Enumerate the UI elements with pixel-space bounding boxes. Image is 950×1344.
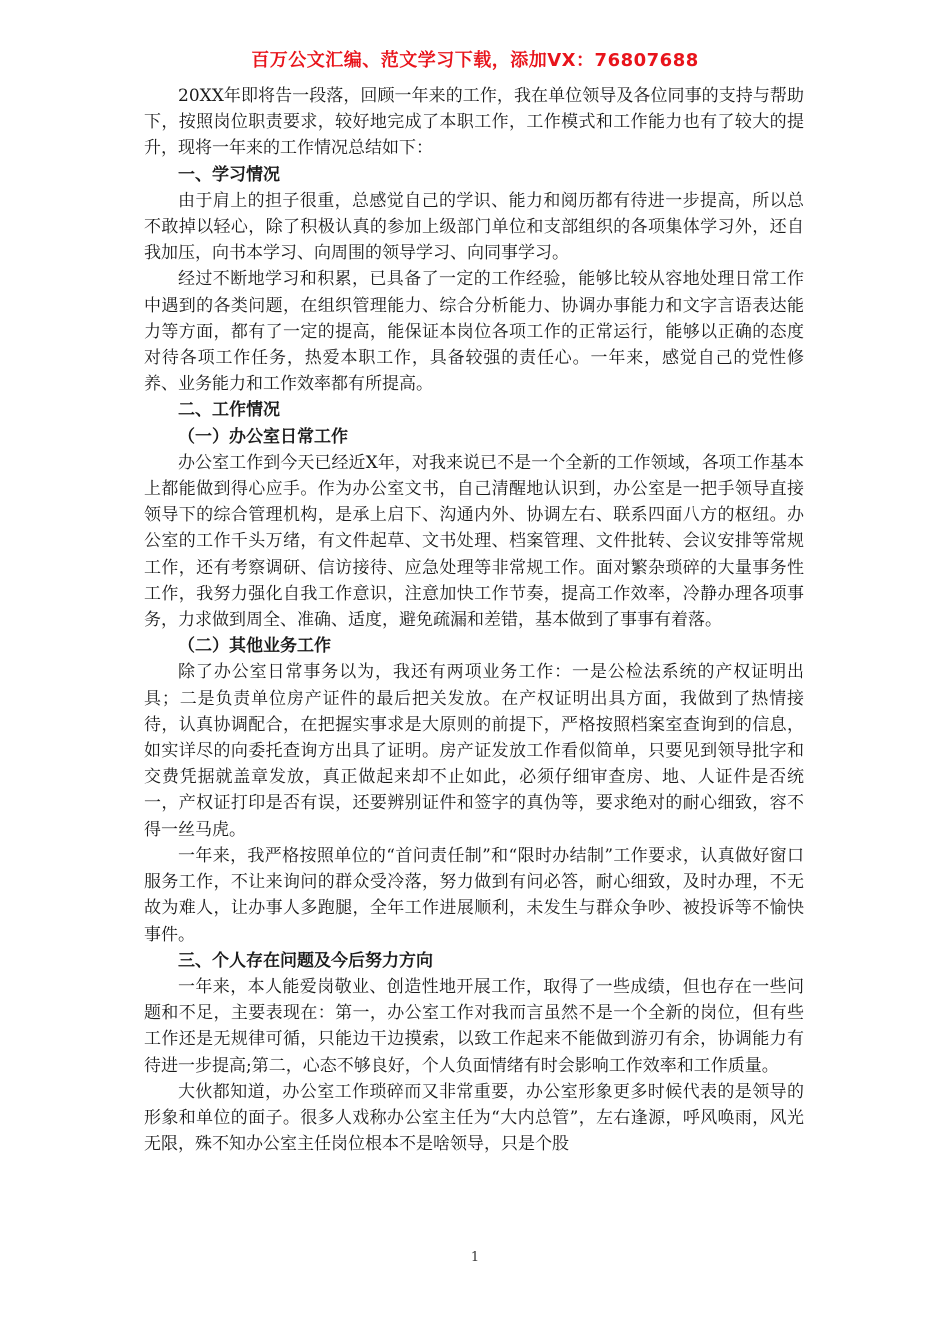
subsection-heading-office-daily: （一）办公室日常工作 [178, 426, 348, 447]
subsection-heading-other-business: （二）其他业务工作 [178, 636, 331, 657]
section-heading-work: 二、工作情况 [178, 400, 280, 421]
other-business-paragraph-1: 除了办公室日常事务以为，我还有两项业务工作：一是公检法系统的产权证明出具；二是负责单位房产证件的最后把关发放。在产权证明出具方面，我做到了热情接待，认真协调配合，在把握实事求是大原则的前提下，严格按照档案室查询到的信息，如实详尽的向委托查询方出具了证明。房产证发放工作看似简单，只要见到领导批字和交费凭据就盖章发放，真正做起来却不止如此，必须仔细审查房、地、人证件是否统一，产权证打印是否有误，还要辨别证件和签字的真伪等，要求绝对的耐心细致，容不得一丝马虎。 [144, 662, 804, 840]
other-business-paragraph-2: 一年来，我严格按照单位的“首问责任制”和“限时办结制”工作要求，认真做好窗口服务工作，不让来询问的群众受冷落，努力做到有问必答，耐心细致，及时办理，不无故为难人，让办事人多跑腿，全年工作进展顺利，未发生与群众争吵、被投诉等不愉快事件。 [144, 845, 804, 945]
intro-paragraph: 20XX年即将告一段落，回顾一年来的工作，我在单位领导及各位同事的支持与帮助下，按照岗位职责要求，较好地完成了本职工作，工作模式和工作能力也有了较大的提升，现将一年来的工作情况总结如下： [144, 86, 804, 159]
office-daily-paragraph: 办公室工作到今天已经近X年，对我来说已不是一个全新的工作领域，各项工作基本上都能做到得心应手。作为办公室文书，自己清醒地认识到，办公室是一把手领导直接领导下的综合管理机构，是承上启下、沟通内外、协调左右、联系四面八方的枢纽。办公室的工作千头万绪，有文件起草、文书处理、档案管理、文件批转、会议安排等常规工作，还有考察调研、信访接待、应急处理等非常规工作。面对繁杂琐碎的大量事务性工作，我努力强化自我工作意识，注意加快工作节奏，提高工作效率，冷静办理各项事务，力求做到周全、准确、适度，避免疏漏和差错，基本做到了事事有着落。 [144, 452, 804, 631]
problems-paragraph-2: 大伙都知道，办公室工作琐碎而又非常重要，办公室形象更多时候代表的是领导的形象和单位的面子。很多人戏称办公室主任为“大内总管”，左右逢源，呼风唤雨，风光无限，殊不知办公室主任岗位根本不是啥领导，只是个股 [144, 1081, 804, 1155]
study-paragraph-2: 经过不断地学习和积累，已具备了一定的工作经验，能够比较从容地处理日常工作中遇到的各类问题，在组织管理能力、综合分析能力、协调办事能力和文字言语表达能力等方面，都有了一定的提高，能保证本岗位各项工作的正常运行，能够以正确的态度对待各项工作任务，热爱本职工作，具备较强的责任心。一年来，感觉自己的党性修养、业务能力和工作效率都有所提高。 [144, 269, 804, 395]
section-heading-problems: 三、个人存在问题及今后努力方向 [178, 950, 433, 971]
study-paragraph-1: 由于肩上的担子很重，总感觉自己的学识、能力和阅历都有待进一步提高，所以总不敢掉以轻心，除了积极认真的参加上级部门单位和支部组织的各项集体学习外，还自我加压，向书本学习、向周围的领导学习、向同事学习。 [144, 190, 804, 264]
page-number: 1 [470, 1250, 480, 1265]
section-heading-study: 一、学习情况 [178, 164, 280, 185]
header-watermark-banner: 百万公文汇编、范文学习下载，添加VX：76807688 [251, 50, 699, 71]
document-body [144, 83, 804, 1157]
problems-paragraph-1: 一年来，本人能爱岗敬业、创造性地开展工作，取得了一些成绩，但也存在一些问题和不足，主要表现在：第一，办公室工作对我而言虽然不是一个全新的岗位，但有些工作还是无规律可循，只能边干边摸索，以致工作起来不能做到游刃有余，协调能力有待进一步提高;第二，心态不够良好，个人负面情绪有时会影响工作效率和工作质量。 [144, 976, 804, 1076]
